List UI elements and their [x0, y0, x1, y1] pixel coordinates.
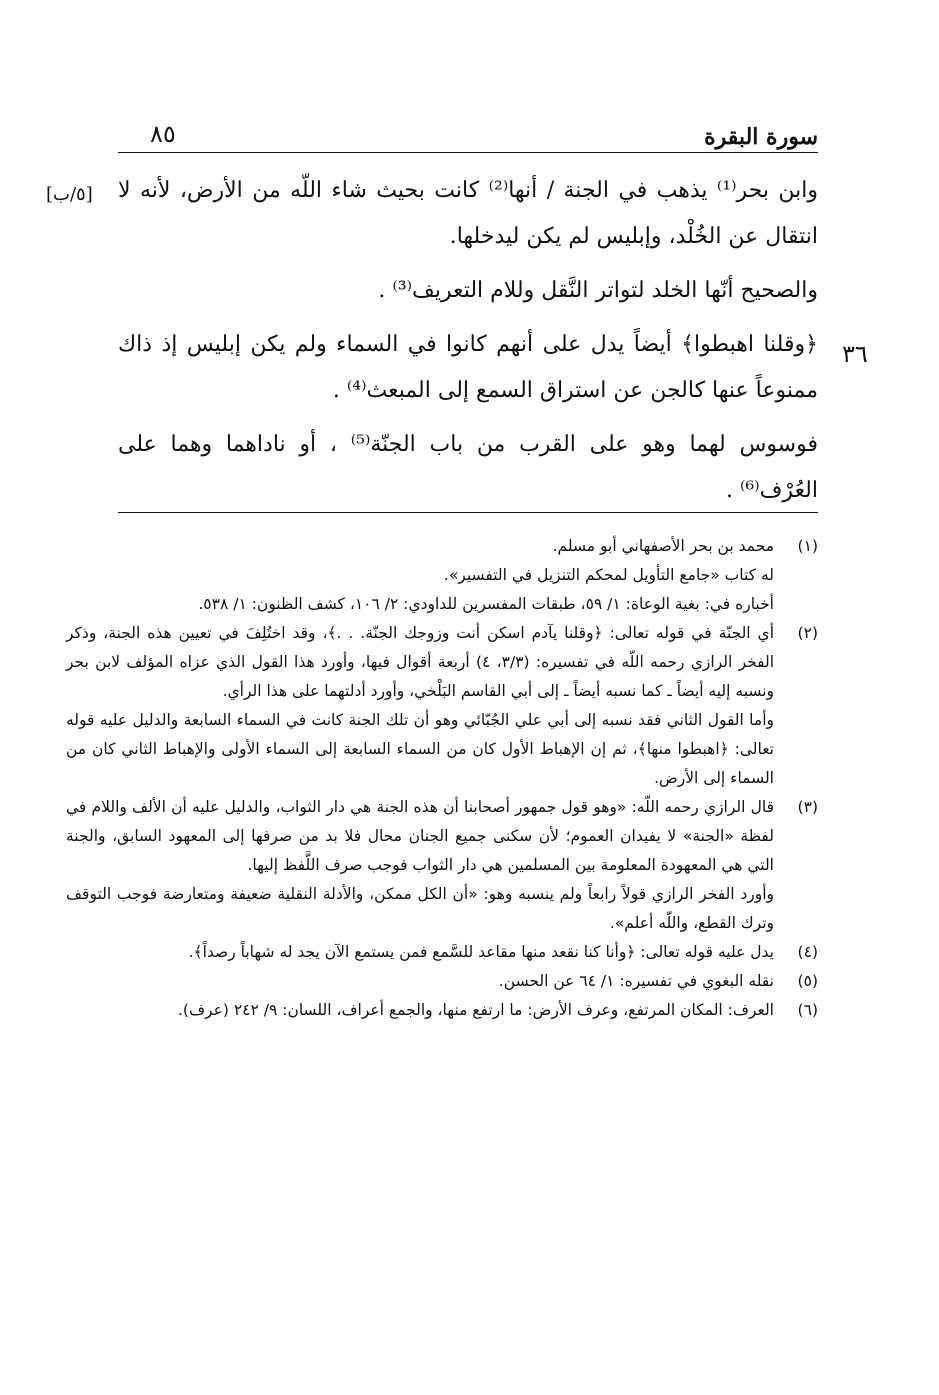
main-paragraph-4: فوسوس لهما وهو على القرب من باب الجنّة⁽⁵⁾ ، أو ناداهما وهما على العُرْف⁽⁶⁾ . — [118, 432, 818, 503]
header-rule — [118, 152, 818, 153]
footnote-number: (٢) — [797, 624, 818, 642]
page-number: ٨٥ — [150, 120, 176, 148]
manuscript-folio-marker: [٥/ب] — [46, 184, 93, 205]
footnote-number: (١) — [797, 537, 818, 555]
footnote-line: قال الرازي رحمه اللّه: «وهو قول جمهور أصحابنا أن هذه الجنة هي دار الثواب، والدليل عليه أن الألف واللام في لفظة «الجنة» لا يفيدان العموم؛ لأن سكنى جميع الجنان محال فلا بد من صرفها إلى المعهود السابق، والجنة التي هي المعهودة المعلومة بين المسلمين هي دار الثواب فوجب صرف اللَّفظ إليها. — [66, 798, 774, 874]
footnote-line: له كتاب «جامع التأويل لمحكم التنزيل في التفسير». — [443, 566, 774, 584]
footnote-number: (٥) — [797, 972, 818, 990]
verse-number: ٣٦ — [842, 340, 868, 368]
page-header — [118, 118, 818, 152]
footnote-line: محمد بن بحر الأصفهاني أبو مسلم. — [552, 537, 774, 555]
footnote-number: (٣) — [797, 798, 818, 816]
main-paragraph-3: ﴿وقلنا اهبطوا﴾ أيضاً يدل على أنهم كانوا في السماء ولم يكن إبليس إذ ذاك ممنوعاً عنها كالجن عن استراق السمع إلى المبعث⁽⁴⁾ . — [118, 332, 818, 403]
footnote-line: يدل عليه قوله تعالى: ﴿وأنا كنا نقعد منها مقاعد للسَّمع فمن يستمع الآن يجد له شهاباً رصداً﴾. — [188, 943, 774, 961]
footnote-line: وأما القول الثاني فقد نسبه إلى أبي علي الجُبّائي وهو أن تلك الجنة كانت في السماء السابعة والدليل عليه قوله تعالى: ﴿اهبطوا منها﴾، ثم إن الإهباط الأول كان من السماء السابعة إلى السماء الأولى والإهباط الثاني كان من السماء إلى الأرض. — [66, 711, 774, 787]
footnote-line: وأورد الفخر الرازي قولاً رابعاً ولم ينسبه وهو: «أن الكل ممكن، والأدلة النقلية ضعيفة ومتعارضة فوجب التوقف وترك القطع، واللّه أعلم». — [66, 885, 774, 932]
main-paragraph-2: والصحيح أنّها الخلد لتواتر النَّقل وللام التعريف⁽³⁾ . — [378, 278, 818, 303]
footnote-3 — [66, 793, 818, 938]
main-paragraph-1: وابن بحر⁽¹⁾ يذهب في الجنة / أنها⁽²⁾ كانت بحيث شاء اللّه من الأرض، لأنه لا انتقال عن الخُلْد، وإبليس لم يكن ليدخلها. — [118, 178, 818, 249]
footnote-number: (٤) — [797, 943, 818, 961]
footnote-line: العرف: المكان المرتفع، وعرف الأرض: ما ارتفع منها، والجمع أعراف، اللسان: ٩/ ٢٤٢ (عرف). — [178, 1001, 774, 1019]
footnote-5 — [66, 967, 818, 996]
footnote-line: أخباره في: بغية الوعاة: ١/ ٥٩، طبقات المفسرين للداودي: ٢/ ١٠٦، كشف الظنون: ١/ ٥٣٨. — [198, 595, 774, 613]
main-text — [118, 168, 818, 522]
footnote-rule — [118, 512, 818, 513]
paragraph-block-1 — [118, 168, 818, 260]
footnote-1 — [66, 532, 818, 619]
footnote-6 — [66, 996, 818, 1025]
footnotes — [66, 532, 818, 1025]
footnote-line: أي الجنّة في قوله تعالى: ﴿وقلنا يآدم اسكن أنت وزوجك الجنّة. . .﴾، وقد اختُلِفَ في تعيين هذه الجنة، وذكر الفخر الرازي رحمه اللّه في تفسيره: (٣/٣، ٤) أربعة أقوال فيها، وأورد هذا القول الذي عزاه المؤلف لابن بحر ونسبه إليه أيضاً ـ كما نسبه أيضاً ـ إلى أبي القاسم البَلْخي، وأورد أدلتهما على هذا الرأي. — [66, 624, 774, 700]
running-title: سورة البقرة — [704, 124, 818, 150]
footnote-number: (٦) — [797, 1001, 818, 1019]
footnote-2 — [66, 619, 818, 793]
footnote-line: نقله البغوي في تفسيره: ١/ ٦٤ عن الحسن. — [498, 972, 774, 990]
footnote-4 — [66, 938, 818, 967]
